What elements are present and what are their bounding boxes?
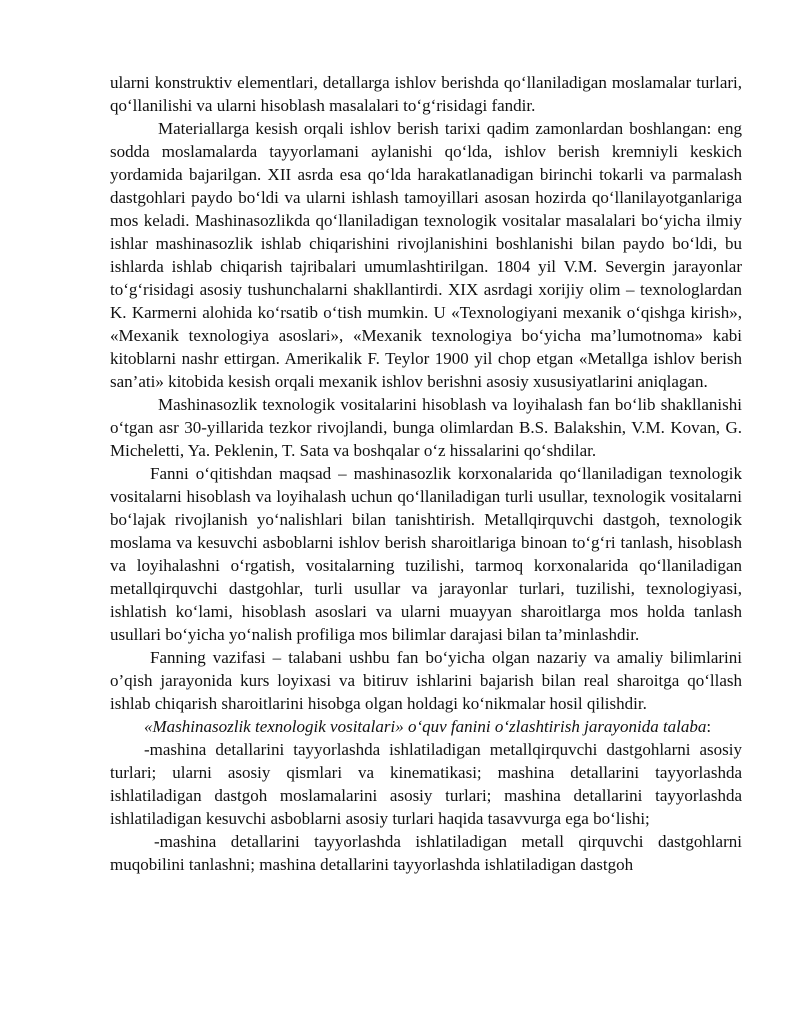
document-page (110, 71, 742, 876)
paragraph-formation: Mashinasozlik texnologik vositalarini hisoblash va loyihalash fan bo‘lib shakllanishi o‘tgan asr 30-yillarida tezkor rivojlandi, bunga olimlardan B.S. Balakshin, V.M. Kovan, G. Micheletti, Ya. Peklenin, T. Sata va boshqalar o‘z hissalarini qo‘shdilar. (110, 395, 742, 460)
paragraph-task: Fanning vazifasi – talabani ushbu fan bo‘yicha olgan nazariy va amaliy bilimlarini o’qish jarayonida kurs loyixasi va bitiruv ishlarini bajarish bilan real sharoitga qo‘llash ishlab chiqarish sharoitlarini hisobga olgan holdagi ko‘nikmalar hosil qilishdir. (110, 648, 742, 713)
paragraph-skill-item: -mashina detallarini tayyorlashda ishlatiladigan metall qirquvchi dastgohlarni muqobilini tanlashni; mashina detallarini tayyorlashda ishlatiladigan dastgoh (110, 832, 742, 874)
paragraph-knowledge-item: -mashina detallarini tayyorlashda ishlatiladigan metallqirquvchi dastgohlarni asosiy turlari; ularni asosiy qismlari va kinematikasi; mashina detallarini tayyorlashda ishlatiladigan dastgoh moslamalarini asosiy turlari; mashina detallarini tayyorlashda ishlatiladigan kesuvchi asboblarni asosiy turlari haqida tasavvurga ega bo‘lishi; (110, 740, 742, 828)
paragraph-goal: Fanni o‘qitishdan maqsad – mashinasozlik korxonalarida qo‘llaniladigan texnologik vositalarni hisoblash va loyihalash uchun qo‘llaniladigan turli usullar, texnologik vositalarni bo‘lajak rivojlanish yo‘nalishlari bilan tanishtirish. Metallqirquvchi dastgoh, texnologik moslama va kesuvchi asboblarni ishlov berish sharoitlariga binoan to‘g‘ri tanlash, hisoblash va loyihalashni o‘rgatish, vositalarning tuzilishi, tarmoq korxonalarida qo‘llaniladigan metallqirquvchi dastgohlar, turli usullar va jarayonlar turlari, tuzilishi, texnologiyasi, ishlatish ko‘lami, hisoblash asoslari va ularni muayyan sharoitlarga mos holda tanlash usullari bo‘yicha yo‘nalish profiliga mos bilimlar darajasi bilan ta’minlashdir. (110, 464, 742, 644)
paragraph-history: Materiallarga kesish orqali ishlov berish tarixi qadim zamonlardan boshlangan: eng sodda moslamalarda tayyorlamani aylanishi qo‘lda, ishlov berish kremniyli keskich yordamida bajarilgan. XII asrda esa qo‘lda harakatlanadigan birinchi tokarli va parmalash dastgohlari paydo bo‘ldi va ularni ishlash tamoyillari asosan hozirda qo‘llanilayotganlariga mos keladi. Mashinasozlikda qo‘llaniladigan texnologik vositalar masalalari bo‘yicha ilmiy ishlar mashinasozlik ishlab chiqarishini rivojlanishini boshlanishi bilan paydo bo‘ldi, bu ishlarda ishlab chiqarish tajribalari umumlashtirilgan. 1804 yil V.M. Severgin jarayonlar to‘g‘risidagi asosiy tushunchalarni shakllantirdi. XIX asrdagi xorijiy olim – texnologlardan K. Karmerni alohida ko‘rsatib o‘tish mumkin. U «Texnologiyani mexanik o‘qishga kirish», «Mexanik texnologiya asoslari», «Mexanik texnologiya bo‘yicha ma’lumotnoma» kabi kitoblarni nashr ettirgan. Amerikalik F. Teylor 1900 yil chop etgan «Metallga ishlov berish san’ati» kitobida kesish orqali mexanik ishlov berishni asosiy xususiyatlarini aniqlagan. (110, 119, 742, 391)
paragraph-student-heading (110, 715, 742, 738)
student-heading-italic: «Mashinasozlik texnologik vositalari» o‘quv fanini o‘zlashtirish jarayonida talaba (144, 717, 707, 736)
paragraph-intro: ularni konstruktiv elementlari, detallarga ishlov berishda qo‘llaniladigan moslamalar turlari, qo‘llanilishi va ularni hisoblash masalalari to‘g‘risidagi fandir. (110, 73, 742, 115)
student-heading-colon: : (706, 717, 712, 736)
